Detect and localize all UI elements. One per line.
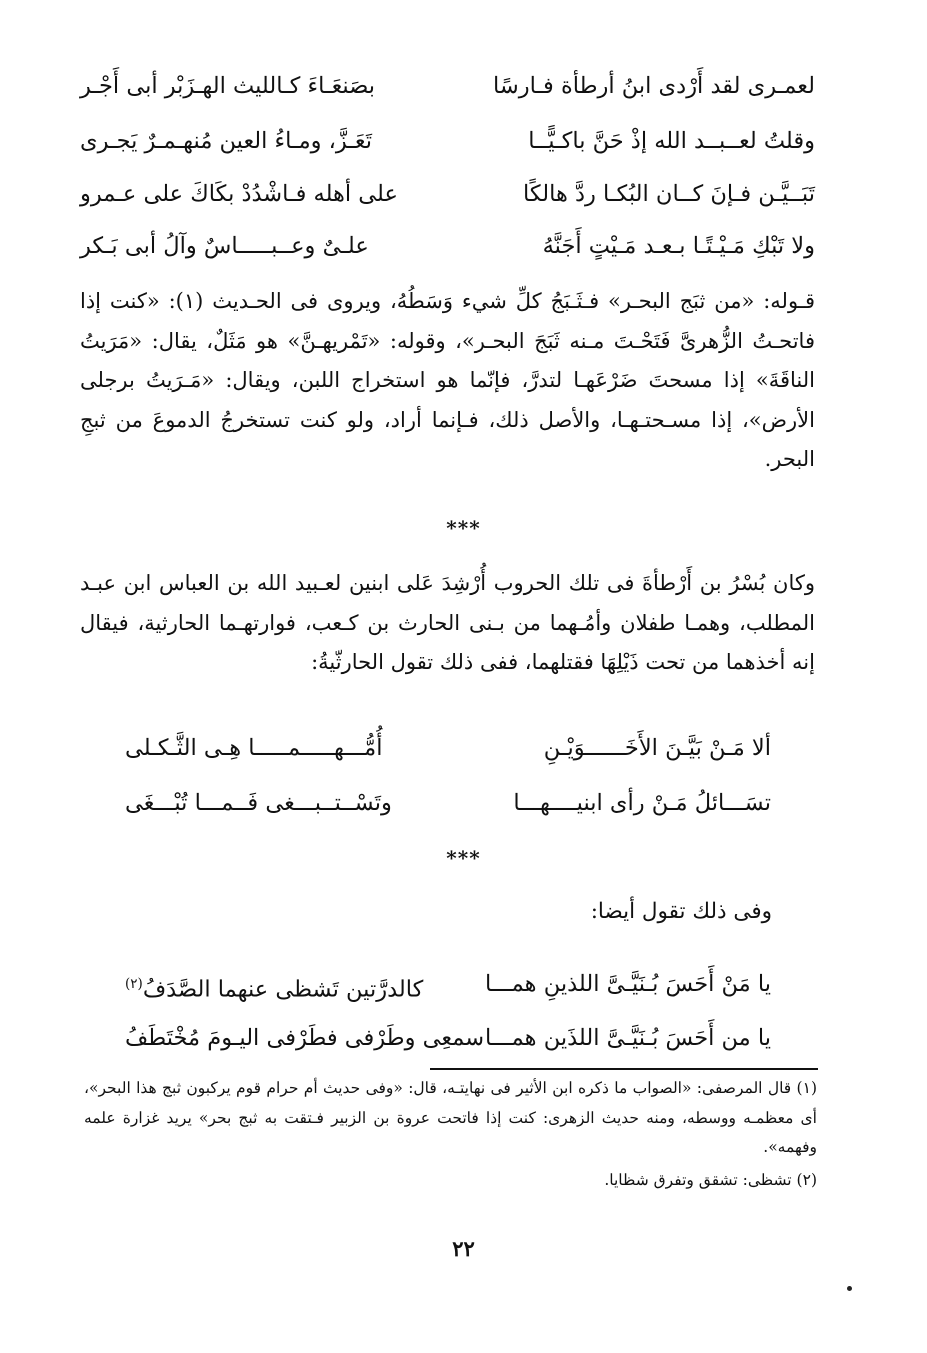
verse-line — [125, 728, 771, 768]
verse-line — [80, 226, 815, 266]
commentary-paragraph: قـوله: «من ثبَج البحـر» فـثَـبَجُ كلِّ شيء وَسَطُهُ، ويروى فى الحـديث (١): «كنت إذا فاتحـتُ الزُّهرىَّ فَتَحْـتَ مـنه ثَبَجَ البحـر»، وقوله: «تَمْريهـنَّ» هو مَثَلٌ، يقال: «مَرَيتُ الناقَةَ» إذا مسحتَ ضَرْعَهـا لتدرَّ، فإنّما هو استخراج اللبن، ويقال: «مَـرَيتُ برجلى الأرض»، إذا مسـحتـهـا، والأصل ذلك، فـإنما أراد، ولو كنت تستخرجُ الدموعَ من ثبجِ البحر. — [80, 289, 815, 472]
verse-hemistich-first: يا مَنْ أَحَسَ بُـنَيَّـىَّ اللذينِ همـــا — [485, 971, 771, 997]
verse-line — [80, 66, 815, 106]
verse-hemistich-second: على أهله فـاشْدُدْ بكَاكَ على عـمرو — [80, 181, 398, 207]
verse-hemistich-second: أُمُّـــهـــــمـــــا هِـى الثَّـكـلى — [125, 735, 383, 761]
verse-text: كالدرَّتين تَشظى عنهما الصَّدَفُ — [142, 976, 424, 1003]
verse-line — [80, 121, 815, 161]
verse-hemistich-second: بصَنعَـاءَ كـالليث الهـزَبْر أبى أَجْـر — [80, 73, 375, 99]
verse-hemistich-first: تَبَــيَّـن فـإنَ كــان البُكـا ردَّ هالكًا — [522, 181, 815, 207]
footnote-rule — [430, 1068, 818, 1070]
verse-hemistich-first: ألا مَـنْ بَيَّـنَ الأَخَــــــوَيْـنِ — [543, 735, 771, 761]
verse-hemistich-second: علـىٌ وعــبـــــاسٌ وآلُ أبى بَـكر — [80, 233, 369, 259]
narrative-paragraph: وكان بُسْرُ بن أَرْطأةَ فى تلك الحروب أُرْشِدَ عَلى ابنين لعـبيد الله بن العباس ابن عبـد المطلب، وهمـا طفلان وأمُـهما من بـنى الحارث بن كـعب، فوارتهـما الحارثية، فيقال إنه أخذهما من تحت ذَيْلِهَا فقتلهما، ففى ذلك تقول الحارثّيةُ: — [80, 571, 815, 675]
verse-hemistich-first: تسَـــائلُ مَـنْ رأى ابنيــــهـــا — [513, 790, 771, 816]
verse-line — [125, 783, 771, 823]
verse-hemistich-second: سمعِى وطَرْفى فطَرْفى اليـومَ مُخْتَطَفُ — [125, 1025, 485, 1051]
verse-line — [80, 174, 815, 214]
footnote-2: (٢) تشظى: تشقق وتفرق شظايا. — [604, 1171, 817, 1189]
footnote-1: (١) قال المرصفى: «الصواب ما ذكره ابن الأثير فى نهايتـه، قال: «وفى حديث أم حرام قوم يركبون ثبج هذا البحر»، أى معظمـه ووسطه، ومنه حديث الزهرى: كنت إذا فاتحت عروة بن الزبير فـتقت به ثبج بحر» يريد غزارة علمه وفهمه». — [84, 1079, 817, 1156]
scan-speck — [847, 1286, 852, 1291]
section-separator: *** — [446, 846, 481, 870]
footnote-reference: (٢) — [125, 976, 143, 992]
verse-hemistich-second: تَعَـزَّ، ومـاءُ العين مُنهـمـرٌ يَجـرى — [80, 128, 373, 154]
intro-line: وفى ذلك تقول أيضا: — [590, 899, 772, 924]
verse-hemistich-first: وقلتُ لعــبــد الله إذْ حَنَّ باكـيًّــا — [528, 128, 815, 154]
verse-hemistich-second — [125, 964, 423, 1010]
verse-hemistich-second: وتَسْــتــبـــغى فَــمـــا تُبْـــغَى — [125, 790, 392, 816]
verse-hemistich-first: ولا تَبْكِ مَـيْـتًـا بـعـد مَـيْتٍ أَجَنَّهُ — [542, 233, 815, 259]
verse-line — [125, 1018, 771, 1058]
verse-hemistich-first: يا من أَحَسَ بُـنَيَّـىَّ اللذَين همـــا — [485, 1025, 771, 1051]
section-separator: *** — [446, 516, 481, 540]
verse-line — [125, 964, 771, 1004]
verse-hemistich-first: لعمـرى لقد أَرْدى ابنُ أرطأة فـارسًا — [493, 73, 815, 99]
page-number: ٢٢ — [452, 1236, 475, 1261]
